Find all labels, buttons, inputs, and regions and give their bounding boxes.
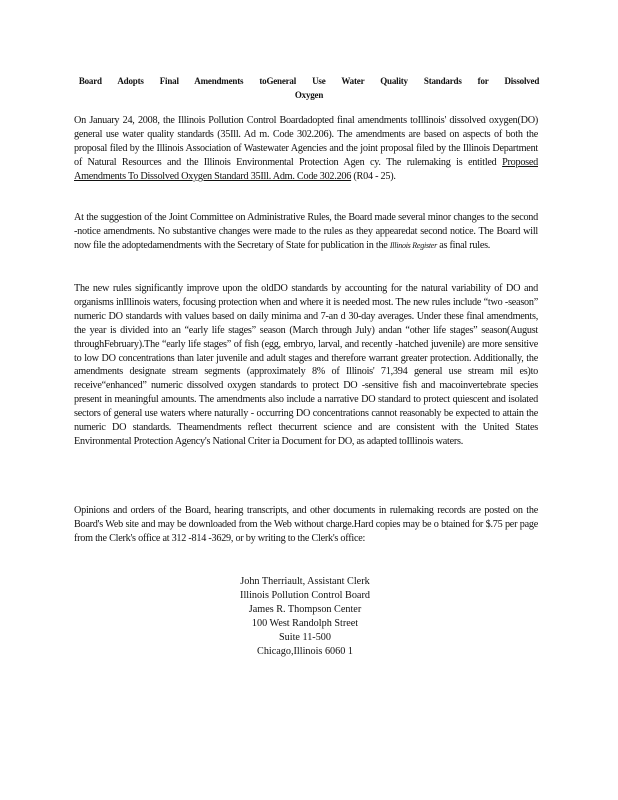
clerk-address-block <box>200 575 410 659</box>
paragraph-records-text: Opinions and orders of the Board, hearing transcripts, and other documents in rulemaking records are posted on the Board's Web site and may be downloaded from the Web without charge.Hard copies may be o btained for $.75 per page from the Clerk's office at 312 -814 -3629, or by writing to the Clerk's office: <box>74 505 538 544</box>
paragraph-jcar-text: At the suggestion of the Joint Committee on Administrative Rules, the Board made several minor changes to the second -notice amendments. No substantive changes were made to the rules as they appearedat second notice. The Board will now file the adoptedamendments with the Secretary of State for publication in the <box>74 212 538 251</box>
rulemaking-title: Proposed Amendments To Dissolved Oxygen Standard 35Ill. Adm. Code 302.206 <box>74 156 538 182</box>
address-line-suite: Suite 11-500 <box>279 632 331 643</box>
address-line-street: 100 West Randolph Street <box>251 618 359 629</box>
address-line-name: John Therriault, Assistant Clerk <box>240 576 370 587</box>
address-line-city: Chicago,Illinois 6060 1 <box>257 646 353 657</box>
docket-number: (R04 - 25). <box>351 170 396 182</box>
paragraph-adoption <box>74 114 538 184</box>
address-line-building: James R. Thompson Center <box>248 604 362 615</box>
page-title: Board Adopts Final Amendments toGeneral Use Water Quality Standards for Dissolved Oxygen <box>78 76 540 100</box>
paragraph-new-rules <box>74 282 538 449</box>
paragraph-adoption-text: On January 24, 2008, the Illinois Pollution Control Boardadopted final amendments toIllinois' dissolved oxygen(DO) general use water quality standards (35Ill. Ad m. Code 302.206). The amendments are based on aspects of both the proposal filed by the Illinois Association of Wastewater Agencies and the joint proposal filed by the Illinois Department of Natural Resources and the Illinois Environmental Protection Agen cy. The rulemaking is entitled <box>74 115 538 168</box>
illinois-register-italic: Illinois Register <box>389 240 437 250</box>
paragraph-records <box>74 504 538 546</box>
address-line-org: Illinois Pollution Control Board <box>240 590 370 601</box>
paragraph-new-rules-text: The new rules significantly improve upon the oldDO standards by accounting for the natural variability of DO and organisms inIllinois waters, focusing protection when and where it is needed most. The new rules include “two -season” numeric DO standards with values based on daily minima and 7-an d 30-day averages. Under these final amendments, the year is divided into an “early life stages” season (March through July) andan “other life stages” season(August throughFebruary).The “early life stages” of fish (egg, embryo, larval, and recently -hatched juvenile) are more sensitive to low DO concentrations than later juvenile and adult stages and therefore warrant greater protection. Additionally, the amendments designate stream segments (approximately 8% of Illinois' 71,394 general use stream mil es)to receive“enhanced” numeric dissolved oxygen standards to protect DO -sensitive fish and macoinvertebrate species present in meaningful amounts. The amendments also include a narrative DO standard to protect quiescent and isolated sectors of general use waters where naturally - occurring DO concentrations cannot reasonably be expected to attain the numeric DO standards. Theamendments reflect thecurrent science and are consistent with the United States Environmental Protection Agency's National Criter ia Document for DO, as adapted toIllinois waters. <box>74 283 538 447</box>
paragraph-jcar <box>74 211 538 253</box>
paragraph-jcar-tail: as final rules. <box>436 239 491 251</box>
